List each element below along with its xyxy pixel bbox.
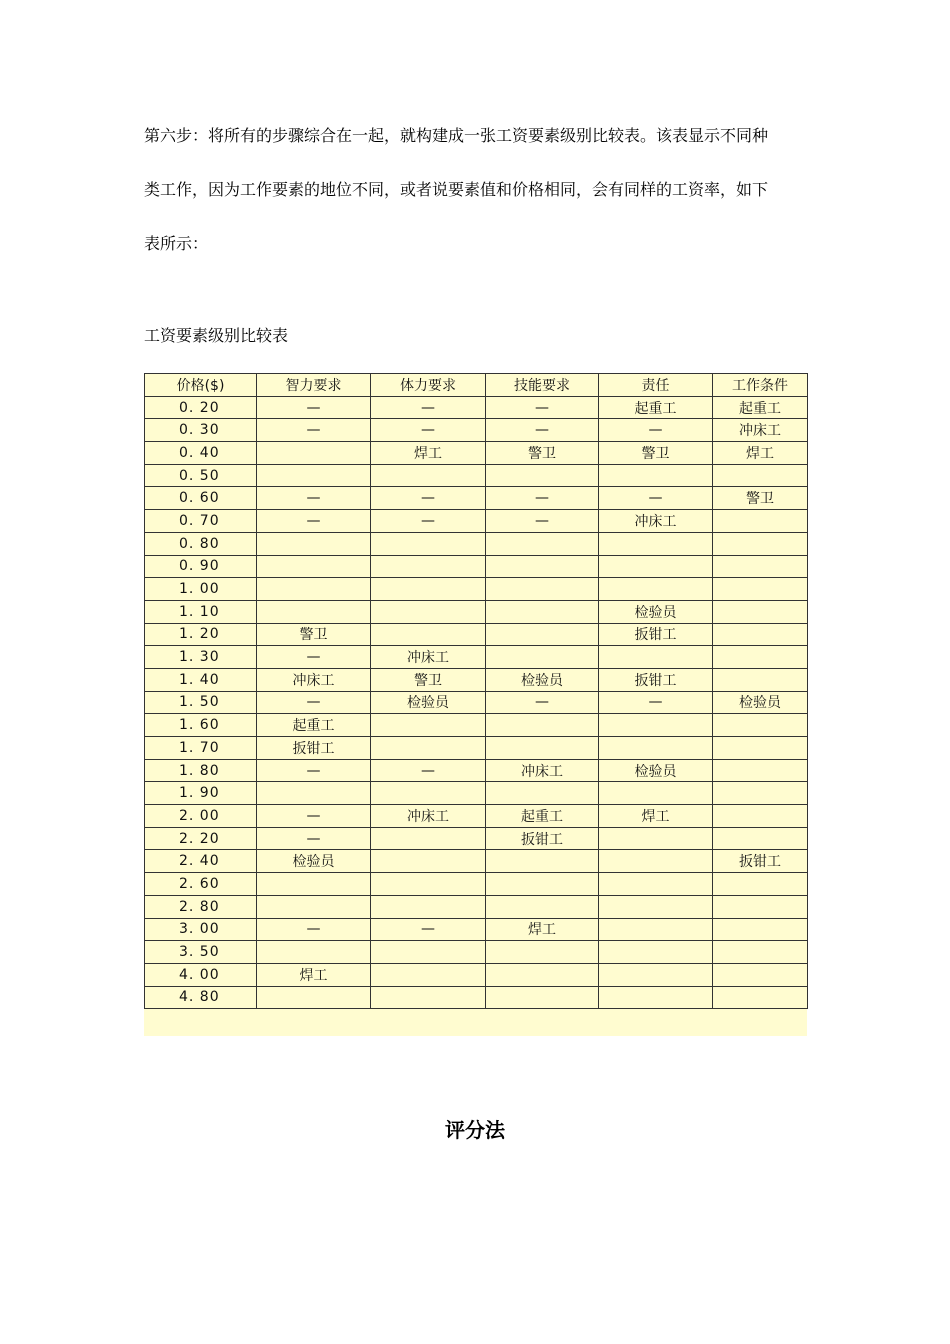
table-cell: 警卫: [486, 442, 599, 465]
header-working-conditions: 工作条件: [713, 374, 808, 397]
table-cell: 冲床工: [257, 668, 371, 691]
table-cell: [713, 941, 808, 964]
price-cell: 3. 00: [145, 918, 257, 941]
table-row: [145, 646, 808, 669]
table-row: [145, 668, 808, 691]
table-row: [145, 600, 808, 623]
table-cell: 检验员: [257, 850, 371, 873]
table-row: [145, 895, 808, 918]
table-cell: 冲床工: [599, 510, 713, 533]
table-row: [145, 850, 808, 873]
price-cell: 1. 30: [145, 646, 257, 669]
table-cell: 起重工: [257, 714, 371, 737]
table-cell: [599, 895, 713, 918]
table-row: [145, 873, 808, 896]
table-cell: 警卫: [371, 668, 486, 691]
table-cell: 冲床工: [371, 805, 486, 828]
table-row: [145, 714, 808, 737]
price-cell: 2. 60: [145, 873, 257, 896]
table-cell: [713, 510, 808, 533]
table-cell: [486, 600, 599, 623]
table-cell: [257, 442, 371, 465]
price-cell: 2. 00: [145, 805, 257, 828]
price-cell: 1. 10: [145, 600, 257, 623]
table-row: [145, 555, 808, 578]
price-cell: 1. 70: [145, 737, 257, 760]
price-cell: 1. 40: [145, 668, 257, 691]
header-responsibility: 责任: [599, 374, 713, 397]
table-cell: [713, 646, 808, 669]
table-cell: 检验员: [713, 691, 808, 714]
table-cell: [257, 986, 371, 1009]
price-cell: 0. 30: [145, 419, 257, 442]
table-cell: [371, 782, 486, 805]
price-cell: 1. 20: [145, 623, 257, 646]
table-cell: 扳钳工: [713, 850, 808, 873]
table-cell: [713, 827, 808, 850]
table-cell: [371, 895, 486, 918]
price-cell: 0. 40: [145, 442, 257, 465]
price-cell: 0. 60: [145, 487, 257, 510]
table-cell: [713, 555, 808, 578]
table-cell: —: [599, 487, 713, 510]
price-cell: 2. 20: [145, 827, 257, 850]
table-cell: [371, 986, 486, 1009]
table-cell: [257, 464, 371, 487]
price-cell: 1. 60: [145, 714, 257, 737]
table-row: [145, 510, 808, 533]
table-cell: 警卫: [599, 442, 713, 465]
table-cell: [599, 782, 713, 805]
table-cell: [371, 532, 486, 555]
table-cell: —: [371, 396, 486, 419]
table-cell: —: [371, 419, 486, 442]
price-cell: 0. 50: [145, 464, 257, 487]
table-cell: —: [486, 396, 599, 419]
table-row: [145, 623, 808, 646]
table-cell: —: [257, 918, 371, 941]
table-cell: [257, 941, 371, 964]
table-cell: [599, 873, 713, 896]
intro-line: 类工作，因为工作要素的地位不同，或者说要素值和价格相同，会有同样的工资率，如下: [144, 180, 769, 199]
table-cell: [713, 668, 808, 691]
table-cell: [713, 873, 808, 896]
table-cell: [599, 555, 713, 578]
table-cell: —: [257, 827, 371, 850]
table-body: [145, 396, 808, 1009]
table-cell: —: [371, 918, 486, 941]
table-cell: —: [257, 396, 371, 419]
price-cell: 0. 80: [145, 532, 257, 555]
table-cell: —: [257, 487, 371, 510]
intro-paragraph: [144, 109, 814, 271]
table-cell: —: [599, 691, 713, 714]
table-cell: [486, 895, 599, 918]
table-cell: [599, 941, 713, 964]
header-mental: 智力要求: [257, 374, 371, 397]
table-cell: 检验员: [599, 759, 713, 782]
table-row: [145, 963, 808, 986]
table-cell: [713, 578, 808, 601]
table-cell: [371, 850, 486, 873]
table-cell: [713, 464, 808, 487]
table-cell: [599, 464, 713, 487]
price-cell: 0. 90: [145, 555, 257, 578]
table-cell: [486, 850, 599, 873]
table-cell: [371, 827, 486, 850]
table-cell: [713, 963, 808, 986]
table-cell: —: [486, 691, 599, 714]
table-cell: [713, 986, 808, 1009]
price-cell: 0. 70: [145, 510, 257, 533]
table-row: [145, 691, 808, 714]
table-row: [145, 578, 808, 601]
wage-factor-table-container: [144, 373, 807, 1036]
price-cell: 1. 50: [145, 691, 257, 714]
table-cell: 焊工: [257, 963, 371, 986]
table-cell: [486, 714, 599, 737]
price-cell: 1. 90: [145, 782, 257, 805]
table-cell: 扳钳工: [486, 827, 599, 850]
table-cell: [371, 578, 486, 601]
table-cell: [599, 714, 713, 737]
intro-line: 表所示：: [144, 234, 209, 253]
table-cell: [371, 873, 486, 896]
table-cell: 检验员: [599, 600, 713, 623]
table-cell: [486, 782, 599, 805]
table-row: [145, 827, 808, 850]
table-row: [145, 737, 808, 760]
table-row: [145, 464, 808, 487]
table-cell: [257, 895, 371, 918]
table-cell: [486, 623, 599, 646]
table-cell: [599, 963, 713, 986]
table-cell: [599, 737, 713, 760]
table-row: [145, 419, 808, 442]
table-cell: [371, 600, 486, 623]
table-cell: [257, 873, 371, 896]
table-cell: [713, 782, 808, 805]
table-cell: [486, 986, 599, 1009]
table-cell: 起重工: [713, 396, 808, 419]
table-caption: 工资要素级别比较表: [144, 326, 289, 345]
table-cell: 扳钳工: [257, 737, 371, 760]
table-cell: —: [257, 691, 371, 714]
table-cell: 检验员: [486, 668, 599, 691]
table-cell: [257, 532, 371, 555]
table-cell: 焊工: [486, 918, 599, 941]
table-cell: —: [371, 510, 486, 533]
table-cell: —: [371, 487, 486, 510]
table-row: [145, 941, 808, 964]
price-cell: 0. 20: [145, 396, 257, 419]
table-cell: [257, 600, 371, 623]
table-cell: 检验员: [371, 691, 486, 714]
section-title: 评分法: [445, 1118, 505, 1142]
table-cell: [486, 464, 599, 487]
table-cell: [257, 578, 371, 601]
price-cell: 2. 40: [145, 850, 257, 873]
table-cell: —: [257, 805, 371, 828]
table-cell: [713, 532, 808, 555]
price-cell: 2. 80: [145, 895, 257, 918]
table-cell: [713, 737, 808, 760]
table-cell: [713, 918, 808, 941]
table-cell: [486, 532, 599, 555]
table-cell: [486, 578, 599, 601]
table-cell: [257, 782, 371, 805]
price-cell: 1. 80: [145, 759, 257, 782]
table-cell: —: [486, 510, 599, 533]
table-cell: 焊工: [371, 442, 486, 465]
table-cell: [713, 805, 808, 828]
table-cell: [371, 737, 486, 760]
table-cell: [486, 646, 599, 669]
table-cell: [486, 963, 599, 986]
table-cell: [599, 918, 713, 941]
table-cell: 焊工: [599, 805, 713, 828]
table-cell: [599, 986, 713, 1009]
intro-line: 第六步：将所有的步骤综合在一起，就构建成一张工资要素级别比较表。该表显示不同种: [144, 126, 769, 145]
table-cell: —: [257, 759, 371, 782]
table-cell: [713, 714, 808, 737]
table-cell: [371, 714, 486, 737]
price-cell: 1. 00: [145, 578, 257, 601]
table-row: [145, 805, 808, 828]
table-cell: —: [486, 419, 599, 442]
table-cell: 冲床工: [486, 759, 599, 782]
table-cell: [257, 555, 371, 578]
table-cell: [599, 850, 713, 873]
table-cell: [371, 941, 486, 964]
table-cell: 冲床工: [371, 646, 486, 669]
table-cell: 扳钳工: [599, 623, 713, 646]
table-cell: 冲床工: [713, 419, 808, 442]
table-cell: —: [257, 419, 371, 442]
table-cell: [486, 555, 599, 578]
table-cell: [371, 555, 486, 578]
header-physical: 体力要求: [371, 374, 486, 397]
price-cell: 4. 00: [145, 963, 257, 986]
table-cell: —: [257, 510, 371, 533]
table-cell: [599, 578, 713, 601]
table-row: [145, 986, 808, 1009]
table-cell: [599, 827, 713, 850]
table-cell: —: [599, 419, 713, 442]
table-row: [145, 759, 808, 782]
table-row: [145, 487, 808, 510]
table-cell: [486, 873, 599, 896]
table-cell: 焊工: [713, 442, 808, 465]
price-cell: 4. 80: [145, 986, 257, 1009]
table-cell: [599, 646, 713, 669]
header-price: 价格($): [145, 374, 257, 397]
table-cell: [486, 941, 599, 964]
table-row: [145, 532, 808, 555]
table-row: [145, 918, 808, 941]
table-cell: [371, 623, 486, 646]
table-cell: [371, 963, 486, 986]
header-skill: 技能要求: [486, 374, 599, 397]
table-row: [145, 396, 808, 419]
table-row: [145, 782, 808, 805]
table-cell: [486, 737, 599, 760]
table-cell: [713, 759, 808, 782]
table-cell: [713, 623, 808, 646]
table-cell: [371, 464, 486, 487]
table-cell: 警卫: [713, 487, 808, 510]
table-cell: 起重工: [486, 805, 599, 828]
table-cell: —: [371, 759, 486, 782]
wage-factor-comparison-table: [144, 373, 808, 1009]
table-cell: 警卫: [257, 623, 371, 646]
table-cell: 起重工: [599, 396, 713, 419]
table-row: [145, 442, 808, 465]
table-cell: —: [257, 646, 371, 669]
table-cell: —: [486, 487, 599, 510]
table-cell: [713, 895, 808, 918]
table-cell: [713, 600, 808, 623]
table-header-row: [145, 374, 808, 397]
table-cell: [599, 532, 713, 555]
price-cell: 3. 50: [145, 941, 257, 964]
table-cell: 扳钳工: [599, 668, 713, 691]
